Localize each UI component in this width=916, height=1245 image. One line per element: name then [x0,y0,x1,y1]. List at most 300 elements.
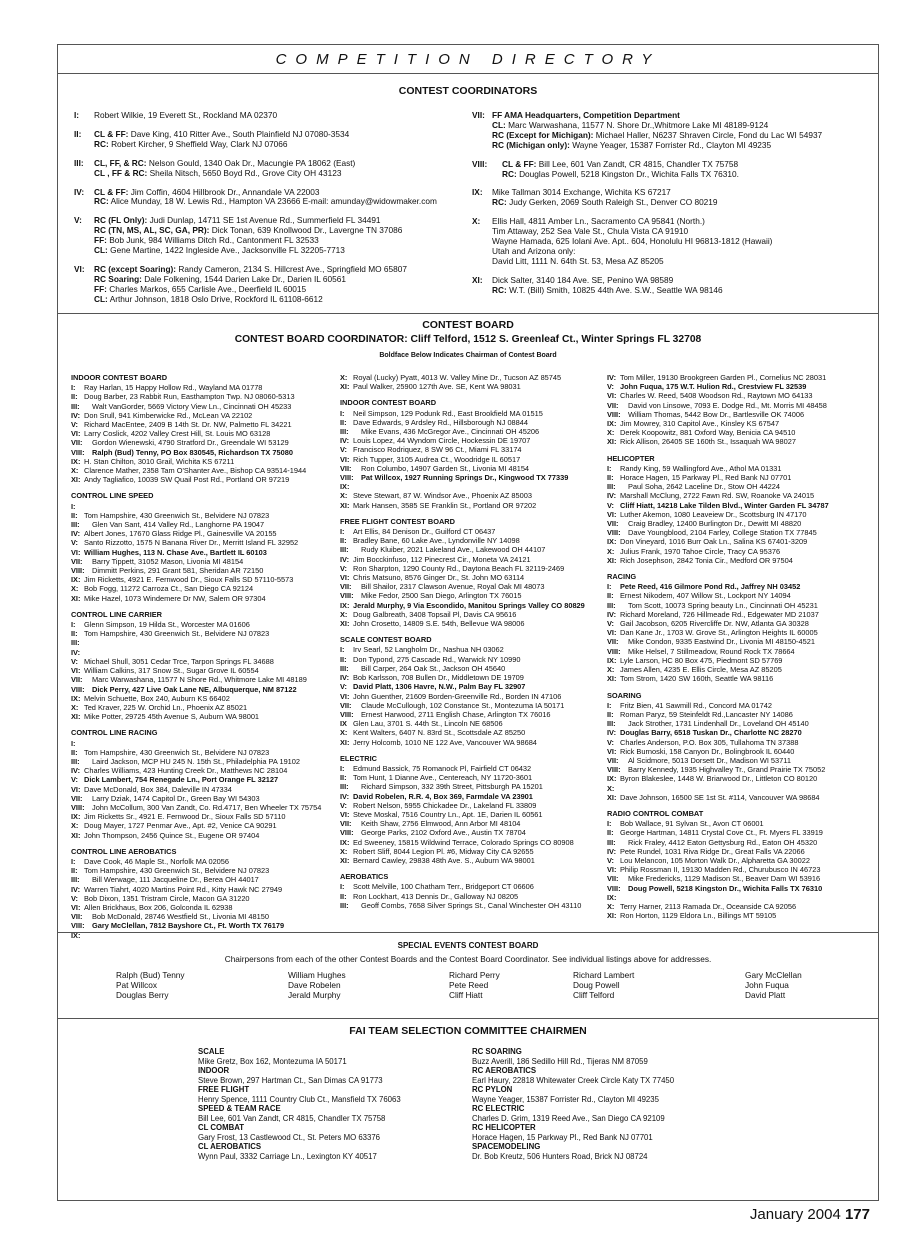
board-entry [340,764,610,773]
board-entry [340,664,610,673]
contest-coordinators-heading: CONTEST COORDINATORS [398,85,538,97]
region-number: V: [340,445,347,455]
coordinator-role: RC (Michigan only): [492,139,570,150]
special-events-name: David Platt [745,990,786,1000]
region-number: V: [607,619,614,629]
coordinator-line [502,170,739,180]
board-member: Paul Soha, 2642 Laceline Dr., Stow OH 44224 [628,482,781,492]
region-number: IX: [607,419,617,429]
region-number: X: [607,665,615,675]
board-entry [607,728,877,737]
board-member: Ernest Harwood, 2711 English Chase, Arlington TX 76016 [361,709,551,719]
board-entry [71,420,341,429]
board-section-title: SCALE CONTEST BOARD [340,635,432,645]
board-entry [340,619,610,628]
region-number: VIII: [340,828,354,838]
region-contacts [94,265,407,305]
board-entry [607,710,877,719]
region-number: II: [340,654,347,664]
board-entry [607,719,877,728]
coordinator-contact: Gene Martine, 1422 Ingleside Ave., Jacksonville FL 32205-7713 [110,245,345,256]
board-member: Dave Edwards, 9 Ardsley Rd., Hillsborough NJ 08844 [353,417,529,427]
region-number: VIII: [71,921,85,931]
board-entry [607,747,877,756]
board-entry [71,739,341,748]
coordinator-role: RC: [94,196,109,207]
board-member: Richard Simpson, 332 39th Street, Pittsburgh PA 15201 [361,782,543,792]
region-number: X: [340,373,348,382]
board-member: Charles Williams, 423 Hunting Creek Dr., Matthews NC 28104 [84,766,288,776]
board-entry [71,794,341,803]
board-entry [71,694,341,703]
region-number: IV: [71,529,81,539]
board-member: Charles Anderson, P.O. Box 305, Tullahoma TN 37388 [620,737,799,747]
region-number: IX: [71,456,81,466]
board-member: Mike Potter, 29725 45th Avenue S, Auburn WA 98001 [84,712,260,722]
board-entry [340,801,610,810]
board-member: Andy Tagliafico, 10039 SW Quail Post Rd., Portland OR 97219 [84,475,290,485]
board-entry [71,775,341,784]
coordinator-region-block [74,216,474,256]
region-number: X: [472,216,481,227]
board-entry [340,501,610,510]
board-member: Pat Willcox, 1927 Running Springs Dr., Kingwood TX 77339 [361,473,569,483]
fai-chairman: Mike Gretz, Box 162, Montezuma IA 50171 [198,1056,347,1066]
region-number: VII: [71,675,83,685]
board-member: Walt VanGorder, 5669 Victory View Ln., Cincinnati OH 45233 [92,401,292,411]
board-member: Ernest Nikodem, 407 Willow St., Lockport NY 14094 [620,591,791,601]
board-member: Mark Hansen, 3585 SE Franklin St., Portland OR 97202 [353,500,537,510]
fai-chairman: Steve Brown, 297 Hartman Ct., San Dimas CA 91773 [198,1075,383,1085]
board-member: John McCollum, 300 Van Zandt, Co. Rd.4717, Ben Wheeler TX 75754 [92,802,322,812]
board-entry [607,637,877,646]
board-member: Bob Karlsson, 708 Bullen Dr., Middletown DE 19709 [353,673,524,683]
board-section-title: CONTROL LINE CARRIER [71,609,163,619]
board-member: Charles W. Reed, 5408 Woodson Rd., Raytown MO 64133 [620,391,813,401]
coordinator-role: RC (Except for Michigan): [492,129,594,140]
coordinator-role: CL: [94,245,108,256]
region-number: V: [340,800,347,810]
board-entry [340,738,610,747]
board-member: Rich Josephson, 2842 Tonia Cir., Medford OR 97504 [620,555,793,565]
region-number: VIII: [472,158,488,169]
board-member: Gail Jacobson, 6205 Rivercliffe Dr. NW, Atlanta GA 30328 [620,619,809,629]
board-member: Tom Hampshire, 430 Greenwich St., Belvidere NJ 07823 [84,510,270,520]
board-entry [340,710,610,719]
board-entry [340,527,610,536]
region-number: I: [71,501,76,511]
board-entry [607,464,877,473]
coordinator-contact: Dick Salter, 3140 184 Ave. SE, Penino WA 98589 [492,274,674,285]
board-entry [71,429,341,438]
coordinator-role: RC: [94,138,109,149]
board-member: Philip Rossman II, 19130 Madden Rd., Churubusco IN 46723 [620,865,821,875]
region-number: XI: [340,382,350,392]
board-entry [71,703,341,712]
board-member: Doug Mayer, 1727 Penmar Ave., Apt. #2, Venice CA 90291 [84,821,277,831]
board-entry [340,409,610,418]
region-number: IV: [607,491,617,501]
region-number: XI: [340,737,350,747]
board-member: Laird Jackson, MCP HU 245 N. 15th St., Philadelphia PA 19102 [92,756,301,766]
board-member: Rick Fraley, 4412 Eaton Gettysburg Rd., Eaton OH 45320 [628,837,818,847]
board-member: George Parks, 2102 Oxford Ave., Austin TX 78704 [361,828,526,838]
region-number: VII: [340,463,352,473]
region-number: IV: [340,791,350,801]
board-entry [340,655,610,664]
region-number: IX: [71,930,81,940]
coordinator-line [492,141,822,151]
coordinator-contact: Bob Junk, 984 Williams Ditch Rd., Cantonment FL 32533 [109,235,319,246]
board-entry [607,528,877,537]
board-entry [340,436,610,445]
region-number: V: [607,737,614,747]
region-number: XI: [340,619,350,629]
region-number: IX: [71,575,81,585]
board-member: Al Scidmore, 5013 Dorsett Dr., Madison WI 53711 [628,755,791,765]
page-title: COMPETITION DIRECTORY [275,51,661,68]
region-number: VI: [71,429,81,439]
board-member: Byron Blakeslee, 1448 W. Briarwood Dr., Littleton CO 80120 [620,774,818,784]
region-contacts [492,111,822,151]
board-member: John Fuqua, 175 W.T. Hulion Rd., Crestview FL 32539 [620,382,807,392]
coordinator-role: CL & FF: [94,128,129,139]
fai-heading: FAI TEAM SELECTION COMMITTEE CHAIRMEN [349,1025,587,1037]
board-member: Claude McCullough, 102 Constance St., Montezuma IA 50171 [361,700,565,710]
region-number: I: [71,738,76,748]
board-entry [607,410,877,419]
region-number: III: [607,482,616,492]
coordinator-contact: David Litt, 1111 N. 64th St. 53, Mesa AZ 85205 [492,255,664,266]
region-number: I: [74,110,80,120]
board-member: Robert Sliff, 8044 Legion Pl. #6, Midway City CA 92655 [353,846,534,856]
board-entry [607,793,877,802]
board-member: Richard MacEntee, 2409 B 14th St. Dr. NW, Palmetto FL 34221 [84,420,292,430]
board-entry [340,782,610,791]
board-entry [607,828,877,837]
board-section-title: SOARING [607,690,642,700]
fai-chairman: Bill Lee, 601 Van Zandt, CR 4815, Chandler TX 75758 [198,1113,386,1123]
board-member: Michael Shull, 3051 Cedar Trce, Tarpon Springs FL 34688 [84,656,274,666]
board-member: Glen Lau, 3701 S. 44th St., Lincoln NE 68506 [353,719,503,729]
board-entry [340,545,610,554]
board-member: Doug Galbreath, 3408 Topsail Pl, Davis CA 95616 [353,609,517,619]
region-number: VII: [71,912,83,922]
board-entry [607,437,877,446]
region-number: XI: [607,792,617,802]
coordinator-region-block [472,188,877,208]
board-member: Warren Tiahrt, 4020 Martins Point Rd., Kitty Hawk NC 27949 [84,884,283,894]
board-entry [71,548,341,557]
board-entry [71,557,341,566]
board-entry [340,901,610,910]
region-number: I: [340,408,345,418]
board-entry [340,601,610,610]
region-number: V: [340,682,347,692]
region-number: VIII: [340,591,354,601]
board-entry [607,473,877,482]
region-number: III: [340,900,349,910]
board-member: Gordon Wienewski, 4790 Stratford Dr., Greendale WI 53129 [92,438,289,448]
board-entry [71,803,341,812]
coordinator-role: RC: [502,168,517,179]
board-member: John Thompson, 2456 Quince St., Eugene OR 97404 [84,830,260,840]
board-member: Rudy Kluiber, 2021 Lakeland Ave., Lakewood OH 44107 [361,545,546,555]
coordinator-contact: Robert Kircher, 9 Sheffield Way, Clark NJ 07066 [111,138,288,149]
board-member: Don Srull, 941 Kimberwicke Rd., McLean VA 22102 [84,410,253,420]
region-number: VII: [340,819,352,829]
special-events-column [116,970,185,1000]
board-member: Ron Horton, 1129 Eldora Ln., Billings MT 59105 [620,911,777,921]
special-events-name: Cliff Hiatt [449,990,483,1000]
coordinator-contact: Dave King, 410 Ritter Ave., South Plainfield NJ 07080-3534 [130,128,350,139]
coordinators-right-column [472,111,877,305]
region-number: III: [71,401,80,411]
board-entry [340,473,610,482]
board-entry [71,448,341,457]
board-entry [340,692,610,701]
board-section-title: INDOOR CONTEST BOARD [340,398,437,408]
board-member: Bill Carper, 264 Oak St., Jackson OH 45640 [361,663,506,673]
region-number: IV: [71,884,81,894]
fai-chairman: Wayne Yeager, 15387 Forrister Rd., Clayton MI 49235 [472,1094,659,1104]
board-member: Bill Werwage, 111 Jacqueline Dr., Berea OH 44017 [92,875,259,885]
board-member: David Robelen, R.R. 4, Box 369, Farmdale VA 23901 [353,791,533,801]
coordinator-contact: Ellis Hall, 4811 Amber Ln., Sacramento CA 95841 (North.) [492,216,705,227]
region-number: XI: [607,437,617,447]
board-entry [71,921,341,930]
region-number: IX: [340,837,350,847]
coordinator-role: FF AMA Headquarters, Competition Department [492,110,680,120]
board-entry [340,701,610,710]
region-number: VIII: [607,646,621,656]
special-events-name: Ralph (Bud) Tenny [116,970,185,980]
region-number: II: [340,773,347,783]
region-number: III: [74,157,84,168]
board-member: Craig Bradley, 12400 Burlington Dr., Dewitt MI 48820 [628,519,802,529]
region-number: IX: [340,482,350,492]
region-number: VII: [607,637,619,647]
region-number: XI: [340,500,350,510]
fai-category: RC ELECTRIC [472,1104,525,1113]
board-member: Jerald Murphy, 9 Via Escondido, Manitou Springs Valley CO 80829 [353,600,585,610]
region-contacts [502,160,739,180]
board-entry [607,911,877,920]
board-member: Mike Fedor, 2500 San Diego, Arlington TX 76015 [361,591,522,601]
board-column-1 [71,373,341,940]
issue-date: January 2004 [749,1206,841,1223]
board-entry [340,427,610,436]
region-contacts [94,159,355,179]
board-entry [71,785,341,794]
special-events-name: Pat Willcox [116,980,158,990]
fai-chairman: Dr. Bob Kreutz, 506 Hunters Road, Brick NJ 08724 [472,1151,648,1161]
coordinator-contact: Randy Cameron, 2134 S. Hillcrest Ave., Springfield MO 65807 [178,263,407,274]
board-section-title: CONTROL LINE SPEED [71,491,154,501]
board-member: John Guenther, 21609 Borden-Greenville Rd., Borden IN 47106 [353,691,562,701]
coordinator-role: FF: [94,283,107,294]
board-member: Barry Kennedy, 1935 Highvalley Tr., Grand Prairie TX 75052 [628,765,826,775]
board-entry [607,856,877,865]
region-contacts [492,188,718,208]
region-number: IX: [607,892,617,902]
region-number: I: [71,620,76,630]
coordinator-contact: Tim Attaway, 252 Sea Vale St., Chula Vista CA 91910 [492,226,689,237]
board-entry [340,773,610,782]
board-member: Dave Youngblood, 2104 Farley, College Station TX 77845 [628,528,817,538]
board-member: Julius Frank, 1970 Tahoe Circle, Tracy CA 95376 [620,546,781,556]
coordinator-line [94,169,355,179]
board-entry [607,401,877,410]
region-number: VI: [340,809,350,819]
coordinator-contact: Charles Markos, 655 Carlisle Ave., Deerfield IL 60015 [109,283,307,294]
board-member: William Thomas, 5442 Bow Dr., Bartlesville OK 74006 [628,409,805,419]
coordinator-line [492,257,772,267]
fai-chairman: Gary Frost, 13 Castlewood Ct., St. Peters MO 63376 [198,1132,381,1142]
region-number: I: [340,645,345,655]
board-entry [71,912,341,921]
board-member: Rick Burnoski, 158 Canyon Dr., Bolingbrook IL 60440 [620,746,795,756]
region-number: XI: [71,475,81,485]
fai-category: SCALE [198,1047,225,1056]
region-number: VIII: [607,765,621,775]
region-number: II: [607,828,614,838]
region-number: III: [340,545,349,555]
region-number: X: [71,702,79,712]
coordinator-line [492,286,723,296]
board-member: Royal (Lucky) Pyatt, 4013 W. Valley Mine Dr., Tucson AZ 85745 [353,373,562,382]
board-entry [71,538,341,547]
board-member: Roman Paryz, 59 Steinfeldt Rd.,Lancaster NY 14086 [620,709,793,719]
coordinator-contact: Judy Gerken, 2069 South Raleigh St., Denver CO 80219 [509,197,718,208]
board-member: Kent Walters, 6407 N. 83rd St., Scottsdale AZ 85250 [353,728,526,738]
region-number: IX: [607,655,617,665]
board-member: Lyle Larson, HC 80 Box 475, Piedmont SD 57769 [620,655,783,665]
region-number: IX [340,719,347,729]
fai-category: INDOOR [198,1066,230,1075]
region-number: I: [71,856,76,866]
board-member: Bob Dixon, 1351 Tristram Circle, Macon GA 31220 [84,893,250,903]
region-contacts [492,276,723,296]
coordinator-role: CL: [492,119,506,130]
region-number: VI: [71,784,81,794]
board-member: Tom Strom, 1420 SW 160th, Seattle WA 98116 [620,674,774,684]
fai-category: CL AEROBATICS [198,1142,262,1151]
board-member: Melvin Schuette, Box 240, Auburn KS 66402 [84,693,230,703]
region-number: XI: [607,555,617,565]
region-number: V: [607,855,614,865]
region-number: II: [340,417,347,427]
coordinator-contact: Judi Dunlap, 14711 SE 1st Avenue Rd., Summerfield FL 34491 [149,215,381,226]
region-number: VI: [71,902,81,912]
coordinator-contact: Dale Folkening, 1544 Darien Lake Dr., Darien IL 60561 [144,273,346,284]
fai-chairman: Buzz Averill, 186 Sedillo Hill Rd., Tijeras NM 87059 [472,1056,648,1066]
region-number: III: [607,600,616,610]
special-events-column [449,970,500,1000]
region-number: III: [71,875,80,885]
board-entry [607,774,877,783]
region-number: V: [71,538,78,548]
board-entry [607,510,877,519]
region-contacts [94,188,437,208]
board-member: Tom Miller, 19130 Brookgreen Garden Pl., Cornelius NC 28031 [620,373,827,382]
board-entry [607,865,877,874]
board-member: Ted Kraver, 225 W. Orchid Ln., Phoenix AZ 85021 [84,702,248,712]
board-member: Steve Moskal, 7516 Country Ln., Apt. 1E, Darien IL 60561 [353,809,543,819]
region-number: IV: [340,436,350,446]
region-number: V: [607,500,614,510]
board-entry [71,438,341,447]
page-footer [750,1205,870,1225]
board-entry [71,831,341,840]
board-entry [340,564,610,573]
coordinator-line [492,198,718,208]
board-member: Pete Reed, 416 Gilmore Pond Rd., Jaffrey NH 03452 [620,582,801,592]
region-number: VII: [71,793,83,803]
board-entry [71,812,341,821]
coordinator-region-block [74,159,474,179]
board-entry [71,875,341,884]
board-entry [607,556,877,565]
region-number: XI: [607,674,617,684]
fai-category: RC SOARING [472,1047,522,1056]
board-member: Mike Fredericks, 1129 Madison St., Beaver Dam WI 53916 [628,874,821,884]
coordinator-contact: Robert Wilkie, 19 Everett St., Rockland MA 02370 [94,110,278,120]
board-entry [71,757,341,766]
board-member: Rich Tupper, 3105 Audrea Ct., Woodridge IL 60517 [353,454,521,464]
region-number: X: [607,901,615,911]
board-member: Ron Columbo, 14907 Garden St., Livonia MI 48154 [361,463,530,473]
region-number: I: [607,819,612,829]
region-number: I: [71,383,76,393]
board-member: Bob McDonald, 28746 Westfield St., Livonia MI 48150 [92,912,269,922]
board-member: Tom Hunt, 1 Dianne Ave., Centereach, NY 11720-3601 [353,773,533,783]
board-entry [607,482,877,491]
region-number: IX: [340,600,350,610]
region-number: IV: [607,846,617,856]
region-contacts [94,111,277,121]
board-entry [607,601,877,610]
board-member: Tom Hampshire, 430 Greenwich St., Belvidere NJ 07823 [84,747,270,757]
board-entry [71,402,341,411]
board-member: Mike Condon, 9335 Eastwind Dr., Livonia MI 48150-4521 [628,637,815,647]
board-member: Mike Helsel, 7 Stillmeadow, Round Rock TX 78664 [628,646,795,656]
board-divider [58,932,878,933]
board-section-title: AEROBATICS [340,872,389,882]
board-entry [607,582,877,591]
board-member: William Hughes, 113 N. Chase Ave., Bartlett IL 60103 [84,547,267,557]
board-member: Pete Rundel, 1031 Riva Ridge Dr., Great Falls VA 22066 [620,846,805,856]
region-number: III: [340,782,349,792]
region-number: II: [71,866,78,876]
board-entry [340,582,610,591]
special-events-name: Richard Perry [449,970,500,980]
board-entry [340,838,610,847]
board-member: Jim Bocckinfuso, 112 Pinecrest Cir., Moneta VA 24121 [353,554,531,564]
board-entry [607,665,877,674]
board-entry [607,902,877,911]
region-number: II: [340,536,347,546]
region-number: VIII: [71,802,85,812]
board-member: Jack Strother, 1731 Lindenhall Dr., Loveland OH 45140 [628,719,809,729]
board-member: Bill Shailor, 2317 Clawson Avenue, Royal Oak MI 48073 [361,582,545,592]
board-entry [71,629,341,638]
board-member: Jerry Holcomb, 1010 NE 122 Ave, Vancouver WA 98684 [353,737,537,747]
board-entry [71,466,341,475]
board-entry [340,719,610,728]
coordinator-line [94,197,437,207]
board-entry [71,648,341,657]
